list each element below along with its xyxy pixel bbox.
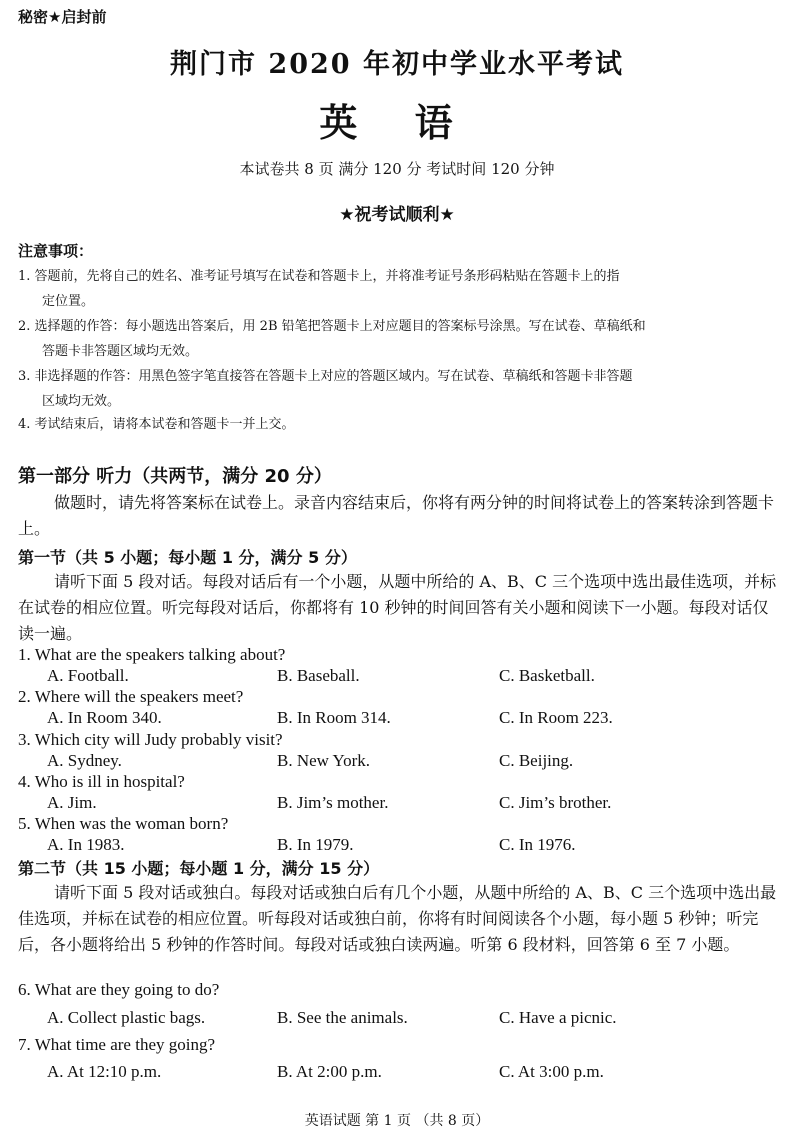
note-line: 4. 考试结束后，请将本试卷和答题卡一并上交。 [18, 417, 295, 432]
note-item [18, 412, 295, 437]
option-b: B. New York. [277, 751, 371, 770]
option-a: A. In Room 340. [47, 708, 162, 727]
note-line: 3. 非选择题的作答：用黑色签字笔直接答在答题卡上对应的答题区域内。写在试卷、草稿纸和答题卡非答题 [18, 369, 633, 384]
subject-title: 英 语 [319, 100, 475, 145]
page-footer: 英语试题 第 1 页 （共 8 页） [304, 1113, 490, 1129]
good-luck-banner: ★祝考试顺利★ [339, 205, 455, 225]
note-item [18, 264, 620, 314]
note-line-cont: 定位置。 [42, 294, 95, 309]
option-a: A. Jim. [47, 793, 97, 812]
option-a: A. At 12:10 p.m. [47, 1062, 162, 1081]
option-b: B. See the animals. [277, 1008, 408, 1027]
part1-intro: 做题时，请先将答案标在试卷上。录音内容结束后，你将有两分钟的时间将试卷上的答案转涂到答题卡上。 [18, 493, 775, 538]
question-stem: 6. What are they going to do? [18, 980, 220, 999]
exam-title: 荆门市 2020 年初中学业水平考试 [170, 49, 624, 80]
option-b: B. In Room 314. [277, 708, 391, 727]
option-a: A. Sydney. [47, 751, 122, 770]
section2-title: 第二节（共 15 小题；每小题 1 分，满分 15 分） [18, 859, 380, 878]
option-c: C. At 3:00 p.m. [499, 1062, 604, 1081]
option-a: A. Football. [47, 666, 129, 685]
section1-intro: 请听下面 5 段对话。每段对话后有一个小题，从题中所给的 A、B、C 三个选项中选出最佳选项，并标在试卷的相应位置。听完每段对话后，你都将有 10 秒钟的时间回答有关小题和阅读下一小题。每段对话仅读一遍。 [18, 572, 777, 643]
note-line-cont: 区域均无效。 [42, 394, 121, 409]
option-a: A. Collect plastic bags. [47, 1008, 206, 1027]
question-stem: 2. Where will the speakers meet? [18, 687, 244, 706]
question-stem: 3. Which city will Judy probably visit? [18, 730, 283, 749]
question-stem: 4. Who is ill in hospital? [18, 772, 185, 791]
option-b: B. Baseball. [277, 666, 360, 685]
option-c: C. Jim’s brother. [499, 793, 612, 812]
note-item [18, 314, 646, 364]
section2-intro: 请听下面 5 段对话或独白。每段对话或独白后有几个小题，从题中所给的 A、B、C 三个选项中选出最佳选项，并标在试卷的相应位置。听每段对话或独白前，你将有时间阅读各个小题，每小题 5 秒钟；听完后，各小题将给出 5 秒钟的作答时间。每段对话或独白读两遍。听第 6 段材料，回答第 6 至 7 小题。 [18, 883, 777, 954]
note-line-cont: 答题卡非答题区域均无效。 [42, 344, 199, 359]
option-b: B. At 2:00 p.m. [277, 1062, 382, 1081]
option-c: C. In 1976. [499, 835, 576, 854]
section1-title: 第一节（共 5 小题；每小题 1 分，满分 5 分） [18, 548, 357, 567]
question-stem: 7. What time are they going? [18, 1035, 216, 1054]
exam-info: 本试卷共 8 页 满分 120 分 考试时间 120 分钟 [239, 160, 555, 178]
option-c: C. Basketball. [499, 666, 595, 685]
note-line: 1. 答题前，先将自己的姓名、准考证号填写在试卷和答题卡上，并将准考证号条形码粘贴在答题卡上的指 [18, 269, 620, 284]
option-a: A. In 1983. [47, 835, 125, 854]
option-c: C. Beijing. [499, 751, 574, 770]
note-line: 2. 选择题的作答：每小题选出答案后，用 2B 铅笔把答题卡上对应题目的答案标号涂黑。写在试卷、草稿纸和 [18, 319, 646, 334]
option-b: B. Jim’s mother. [277, 793, 389, 812]
question-stem: 5. When was the woman born? [18, 814, 229, 833]
part1-title: 第一部分 听力（共两节，满分 20 分） [18, 466, 332, 487]
option-c: C. In Room 223. [499, 708, 613, 727]
note-item [18, 364, 633, 414]
confidential-label: 秘密★启封前 [18, 8, 107, 26]
option-b: B. In 1979. [277, 835, 354, 854]
option-c: C. Have a picnic. [499, 1008, 617, 1027]
question-stem: 1. What are the speakers talking about? [18, 645, 286, 664]
notes-heading: 注意事项： [18, 242, 94, 260]
